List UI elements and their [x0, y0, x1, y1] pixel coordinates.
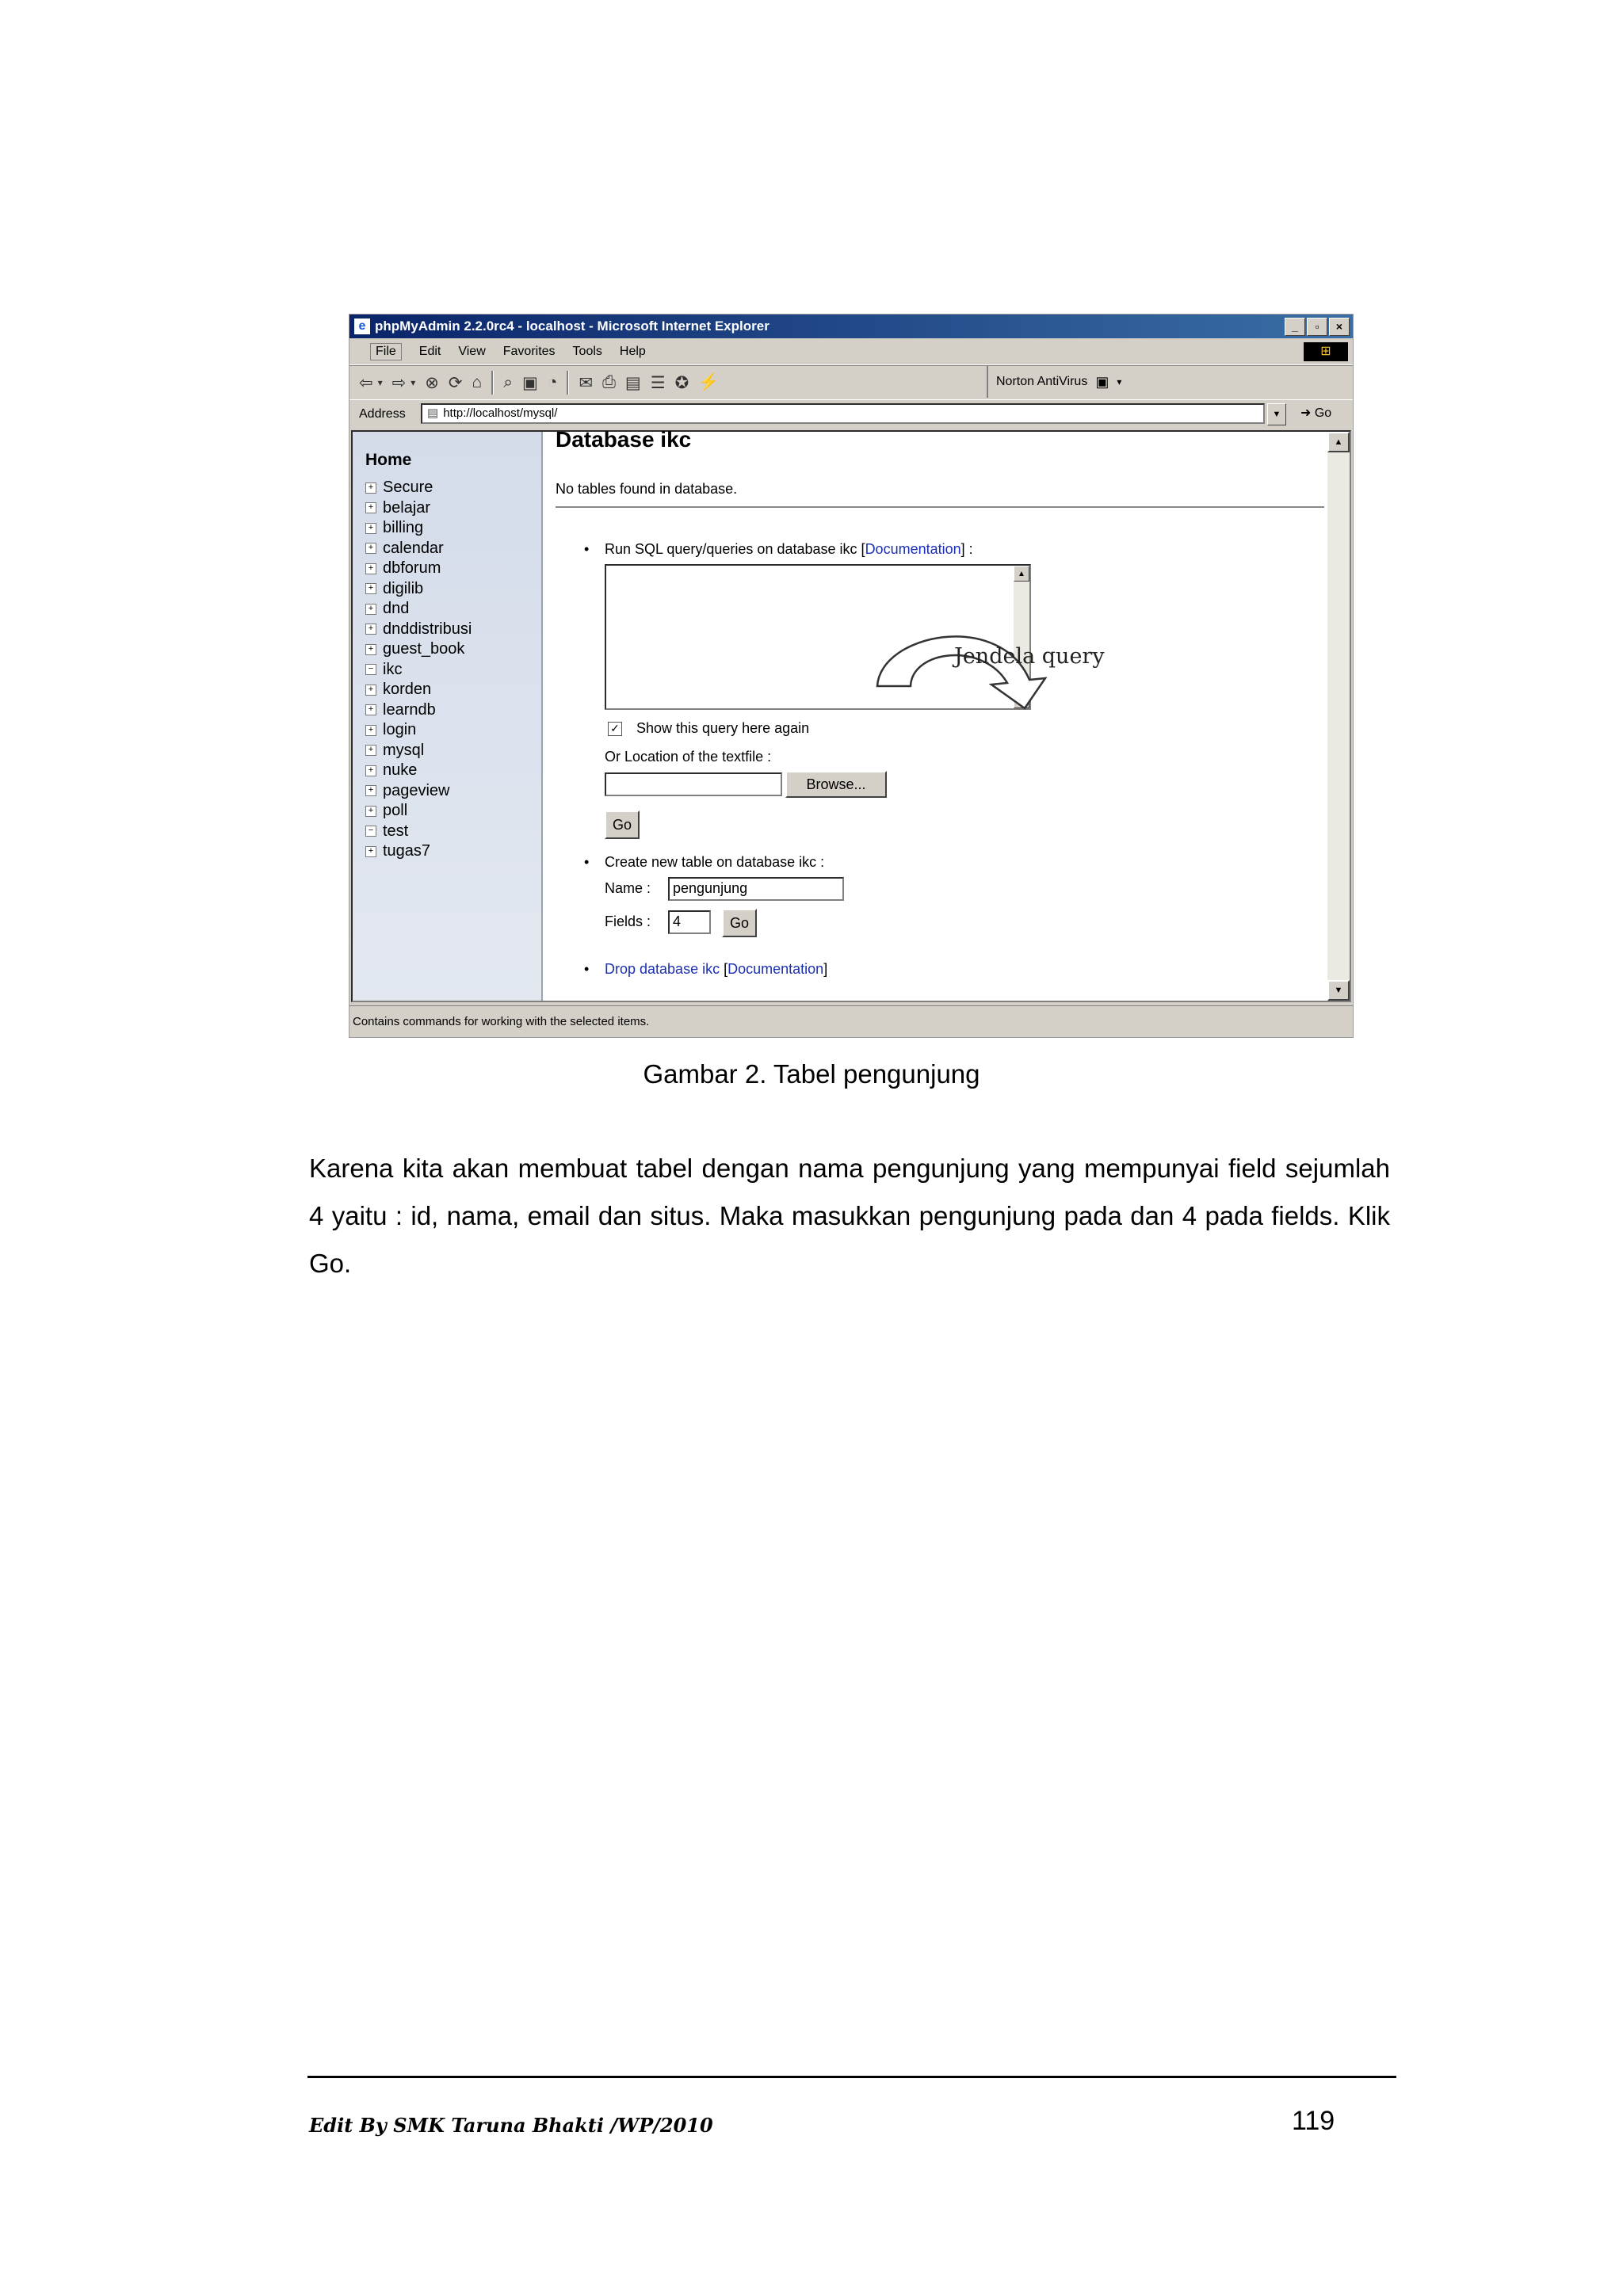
- body-paragraph: Karena kita akan membuat tabel dengan nama pengunjung yang mempunyai field sejumlah 4 yaitu : id, nama, email dan situs. Maka masukkan pengunjung pada dan 4 pada fields. Klik Go.: [309, 1154, 1390, 1278]
- sidebar-item-test[interactable]: [365, 822, 472, 842]
- sidebar-item-label: korden: [383, 681, 432, 698]
- fields-count-input[interactable]: 4: [668, 910, 711, 934]
- left-frame: [353, 432, 543, 1001]
- create-table-label: Create new table on database ikc :: [605, 854, 825, 870]
- expand-icon[interactable]: +: [365, 644, 376, 655]
- dropdown-icon[interactable]: ▾: [377, 377, 383, 388]
- footer-credit: Edit By SMK Taruna Bhakti /WP/2010: [309, 2114, 713, 2137]
- stop-icon[interactable]: ⊗: [425, 373, 439, 392]
- sidebar-item-label: calendar: [383, 539, 444, 557]
- mail-icon[interactable]: ✉: [579, 373, 594, 392]
- title-bar: [349, 315, 1353, 338]
- address-dropdown-icon[interactable]: ▼: [1267, 403, 1286, 425]
- forward-icon[interactable]: ⇨: [391, 373, 407, 392]
- sidebar-item-tugas7[interactable]: [365, 841, 472, 862]
- expand-icon[interactable]: +: [365, 583, 376, 594]
- toolbar-separator: [567, 371, 569, 395]
- norton-label: Norton AntiVirus: [996, 375, 1088, 388]
- browser-screenshot: [349, 315, 1353, 1037]
- collapse-icon[interactable]: −: [365, 664, 376, 675]
- print-icon[interactable]: ⎙: [602, 373, 616, 391]
- sidebar-item-belajar[interactable]: [365, 498, 472, 519]
- home-link[interactable]: Home: [365, 451, 412, 469]
- database-list: [365, 478, 472, 862]
- drop-database-link[interactable]: Drop database ikc: [605, 961, 720, 977]
- query-window-annotation: Jendela query: [954, 644, 1105, 669]
- menu-tools[interactable]: Tools: [572, 345, 602, 358]
- sidebar-item-label: Secure: [383, 479, 433, 496]
- sidebar-item-pageview[interactable]: [365, 781, 472, 802]
- sidebar-item-label: belajar: [383, 498, 431, 517]
- sidebar-item-guest-book[interactable]: [365, 639, 472, 660]
- address-go-button[interactable]: [1300, 403, 1331, 424]
- refresh-icon[interactable]: ⟳: [448, 373, 463, 392]
- sidebar-item-label: ikc: [383, 660, 403, 678]
- expand-icon[interactable]: +: [365, 704, 376, 715]
- sidebar-item-dnddistribusi[interactable]: [365, 620, 472, 640]
- curved-arrow-icon: [873, 618, 1110, 729]
- dropdown-icon[interactable]: ▾: [411, 377, 416, 388]
- bracket: [: [724, 961, 728, 977]
- expand-icon[interactable]: +: [365, 604, 376, 615]
- bullet-icon: •: [584, 961, 590, 977]
- expand-icon[interactable]: +: [365, 685, 376, 696]
- sidebar-item-digilib[interactable]: [365, 579, 472, 600]
- sidebar-item-label: learndb: [383, 700, 436, 719]
- expand-icon[interactable]: +: [365, 482, 376, 494]
- sidebar-item-label: dnddistribusi: [383, 620, 472, 638]
- minimize-button[interactable]: _: [1285, 318, 1305, 336]
- name-label: Name :: [605, 880, 651, 896]
- status-bar: Contains commands for working with the selected items.: [349, 1005, 1353, 1037]
- close-button[interactable]: ×: [1329, 318, 1350, 336]
- create-table-item: [584, 854, 825, 871]
- table-name-input[interactable]: pengunjung: [668, 877, 844, 901]
- expand-icon[interactable]: +: [365, 785, 376, 796]
- file-path-input[interactable]: [605, 772, 782, 796]
- expand-icon[interactable]: +: [365, 523, 376, 534]
- sidebar-item-label: digilib: [383, 579, 424, 597]
- page-icon: ▤: [427, 406, 439, 420]
- chevron-down-icon[interactable]: ▾: [1117, 376, 1122, 387]
- sidebar-item-label: test: [383, 822, 409, 840]
- norton-shield-icon[interactable]: ▣: [1095, 373, 1109, 390]
- bullet-icon: •: [584, 854, 590, 870]
- expand-icon[interactable]: +: [365, 543, 376, 554]
- windows-flag-icon: ⊞: [1304, 342, 1348, 361]
- sidebar-item-label: poll: [383, 802, 408, 819]
- home-icon[interactable]: ⌂: [472, 373, 483, 391]
- no-tables-message: No tables found in database.: [556, 481, 738, 497]
- menu-bar: [349, 339, 1353, 365]
- page-scrollbar[interactable]: [1327, 432, 1350, 1001]
- divider: [556, 506, 1324, 508]
- bracket: [: [861, 541, 865, 557]
- menu-favorites[interactable]: Favorites: [502, 345, 556, 358]
- expand-icon[interactable]: +: [365, 502, 376, 513]
- sidebar-item-korden[interactable]: [365, 680, 472, 700]
- address-input[interactable]: [421, 403, 1265, 424]
- address-bar: [349, 400, 1353, 429]
- sidebar-item-label: dnd: [383, 600, 410, 617]
- scroll-up-icon[interactable]: ▲: [1014, 566, 1029, 582]
- sidebar-item-label: pageview: [383, 781, 450, 799]
- sidebar-item-label: login: [383, 721, 417, 738]
- fields-label: Fields :: [605, 913, 651, 929]
- toolbar: [349, 365, 1353, 400]
- sidebar-item-poll[interactable]: [365, 801, 472, 822]
- discuss-icon[interactable]: ☰: [650, 373, 666, 392]
- sidebar-item-dbforum[interactable]: [365, 559, 472, 579]
- sidebar-item-label: billing: [383, 519, 424, 536]
- norton-toolbar: [987, 366, 1121, 398]
- sidebar-item-label: tugas7: [383, 842, 431, 860]
- documentation-link[interactable]: Documentation: [865, 541, 961, 557]
- window-title: phpMyAdmin 2.2.0rc4 - localhost - Microsoft Internet Explorer: [375, 318, 769, 334]
- restore-button[interactable]: ▫: [1307, 318, 1327, 336]
- menu-help[interactable]: Help: [619, 345, 646, 358]
- show-query-checkbox[interactable]: ✓: [608, 722, 622, 736]
- show-query-label: Show this query here again: [636, 720, 810, 736]
- footer-divider: [307, 2076, 1396, 2078]
- history-icon[interactable]: ◔: [547, 373, 558, 391]
- expand-icon[interactable]: +: [365, 806, 376, 817]
- run-sql-label: Run SQL query/queries on database ikc: [605, 541, 857, 557]
- window-controls: [1285, 318, 1350, 336]
- sidebar-item-dnd[interactable]: [365, 599, 472, 620]
- expand-icon[interactable]: +: [365, 765, 376, 776]
- drop-database-item: [584, 961, 828, 978]
- location-label: Or Location of the textfile :: [605, 749, 772, 765]
- page-number: 119: [1292, 2106, 1335, 2136]
- expand-icon[interactable]: +: [365, 745, 376, 756]
- bracket: ]: [823, 961, 828, 977]
- browse-button[interactable]: Browse...: [785, 771, 887, 798]
- documentation-link[interactable]: Documentation: [727, 961, 824, 977]
- content-area: [351, 427, 1351, 1002]
- menu-file[interactable]: File: [370, 343, 402, 360]
- favorites-icon[interactable]: ▣: [521, 373, 538, 392]
- ie-logo-icon: e: [354, 318, 370, 334]
- go-arrow-icon: ➜: [1300, 406, 1312, 420]
- address-url: http://localhost/mysql/: [443, 406, 558, 420]
- media-icon[interactable]: ⚡: [698, 373, 720, 391]
- sql-go-button[interactable]: Go: [605, 810, 640, 839]
- scroll-up-icon[interactable]: ▲: [1327, 432, 1350, 452]
- menu-view[interactable]: View: [458, 345, 486, 358]
- back-icon[interactable]: ⇦: [359, 373, 373, 392]
- sidebar-item-label: nuke: [383, 761, 418, 779]
- sidebar-item-secure[interactable]: [365, 478, 472, 498]
- collapse-icon[interactable]: −: [365, 826, 376, 837]
- address-label: Address: [359, 407, 406, 421]
- sidebar-item-nuke[interactable]: [365, 761, 472, 781]
- bullet-icon: •: [584, 541, 590, 557]
- sidebar-item-label: guest_book: [383, 640, 465, 658]
- toolbar-separator: [491, 371, 494, 395]
- expand-icon[interactable]: +: [365, 563, 376, 574]
- figure-caption: Gambar 2. Tabel pengunjung: [643, 1059, 980, 1089]
- bracket: ] :: [960, 541, 973, 557]
- sidebar-item-mysql[interactable]: [365, 741, 472, 761]
- address-go-label: Go: [1314, 406, 1332, 420]
- sidebar-item-label: dbforum: [383, 559, 441, 577]
- expand-icon[interactable]: +: [365, 846, 376, 857]
- expand-icon[interactable]: +: [365, 624, 376, 635]
- run-sql-item: [584, 541, 973, 558]
- menu-edit[interactable]: Edit: [418, 345, 441, 358]
- scroll-track[interactable]: [1327, 468, 1350, 959]
- search-icon[interactable]: ⌕: [503, 373, 513, 391]
- messenger-icon[interactable]: ✪: [674, 373, 689, 392]
- sidebar-item-learndb[interactable]: [365, 700, 472, 721]
- sidebar-item-label: mysql: [383, 741, 425, 759]
- page-title: Database ikc: [556, 427, 692, 452]
- sidebar-item-login[interactable]: [365, 720, 472, 741]
- sidebar-item-billing[interactable]: [365, 518, 472, 539]
- edit-icon[interactable]: ▤: [624, 373, 641, 392]
- expand-icon[interactable]: +: [365, 725, 376, 736]
- sidebar-item-ikc[interactable]: [365, 660, 472, 681]
- create-go-button[interactable]: Go: [722, 909, 757, 937]
- sidebar-item-calendar[interactable]: [365, 539, 472, 559]
- scroll-down-icon[interactable]: ▼: [1327, 980, 1350, 1001]
